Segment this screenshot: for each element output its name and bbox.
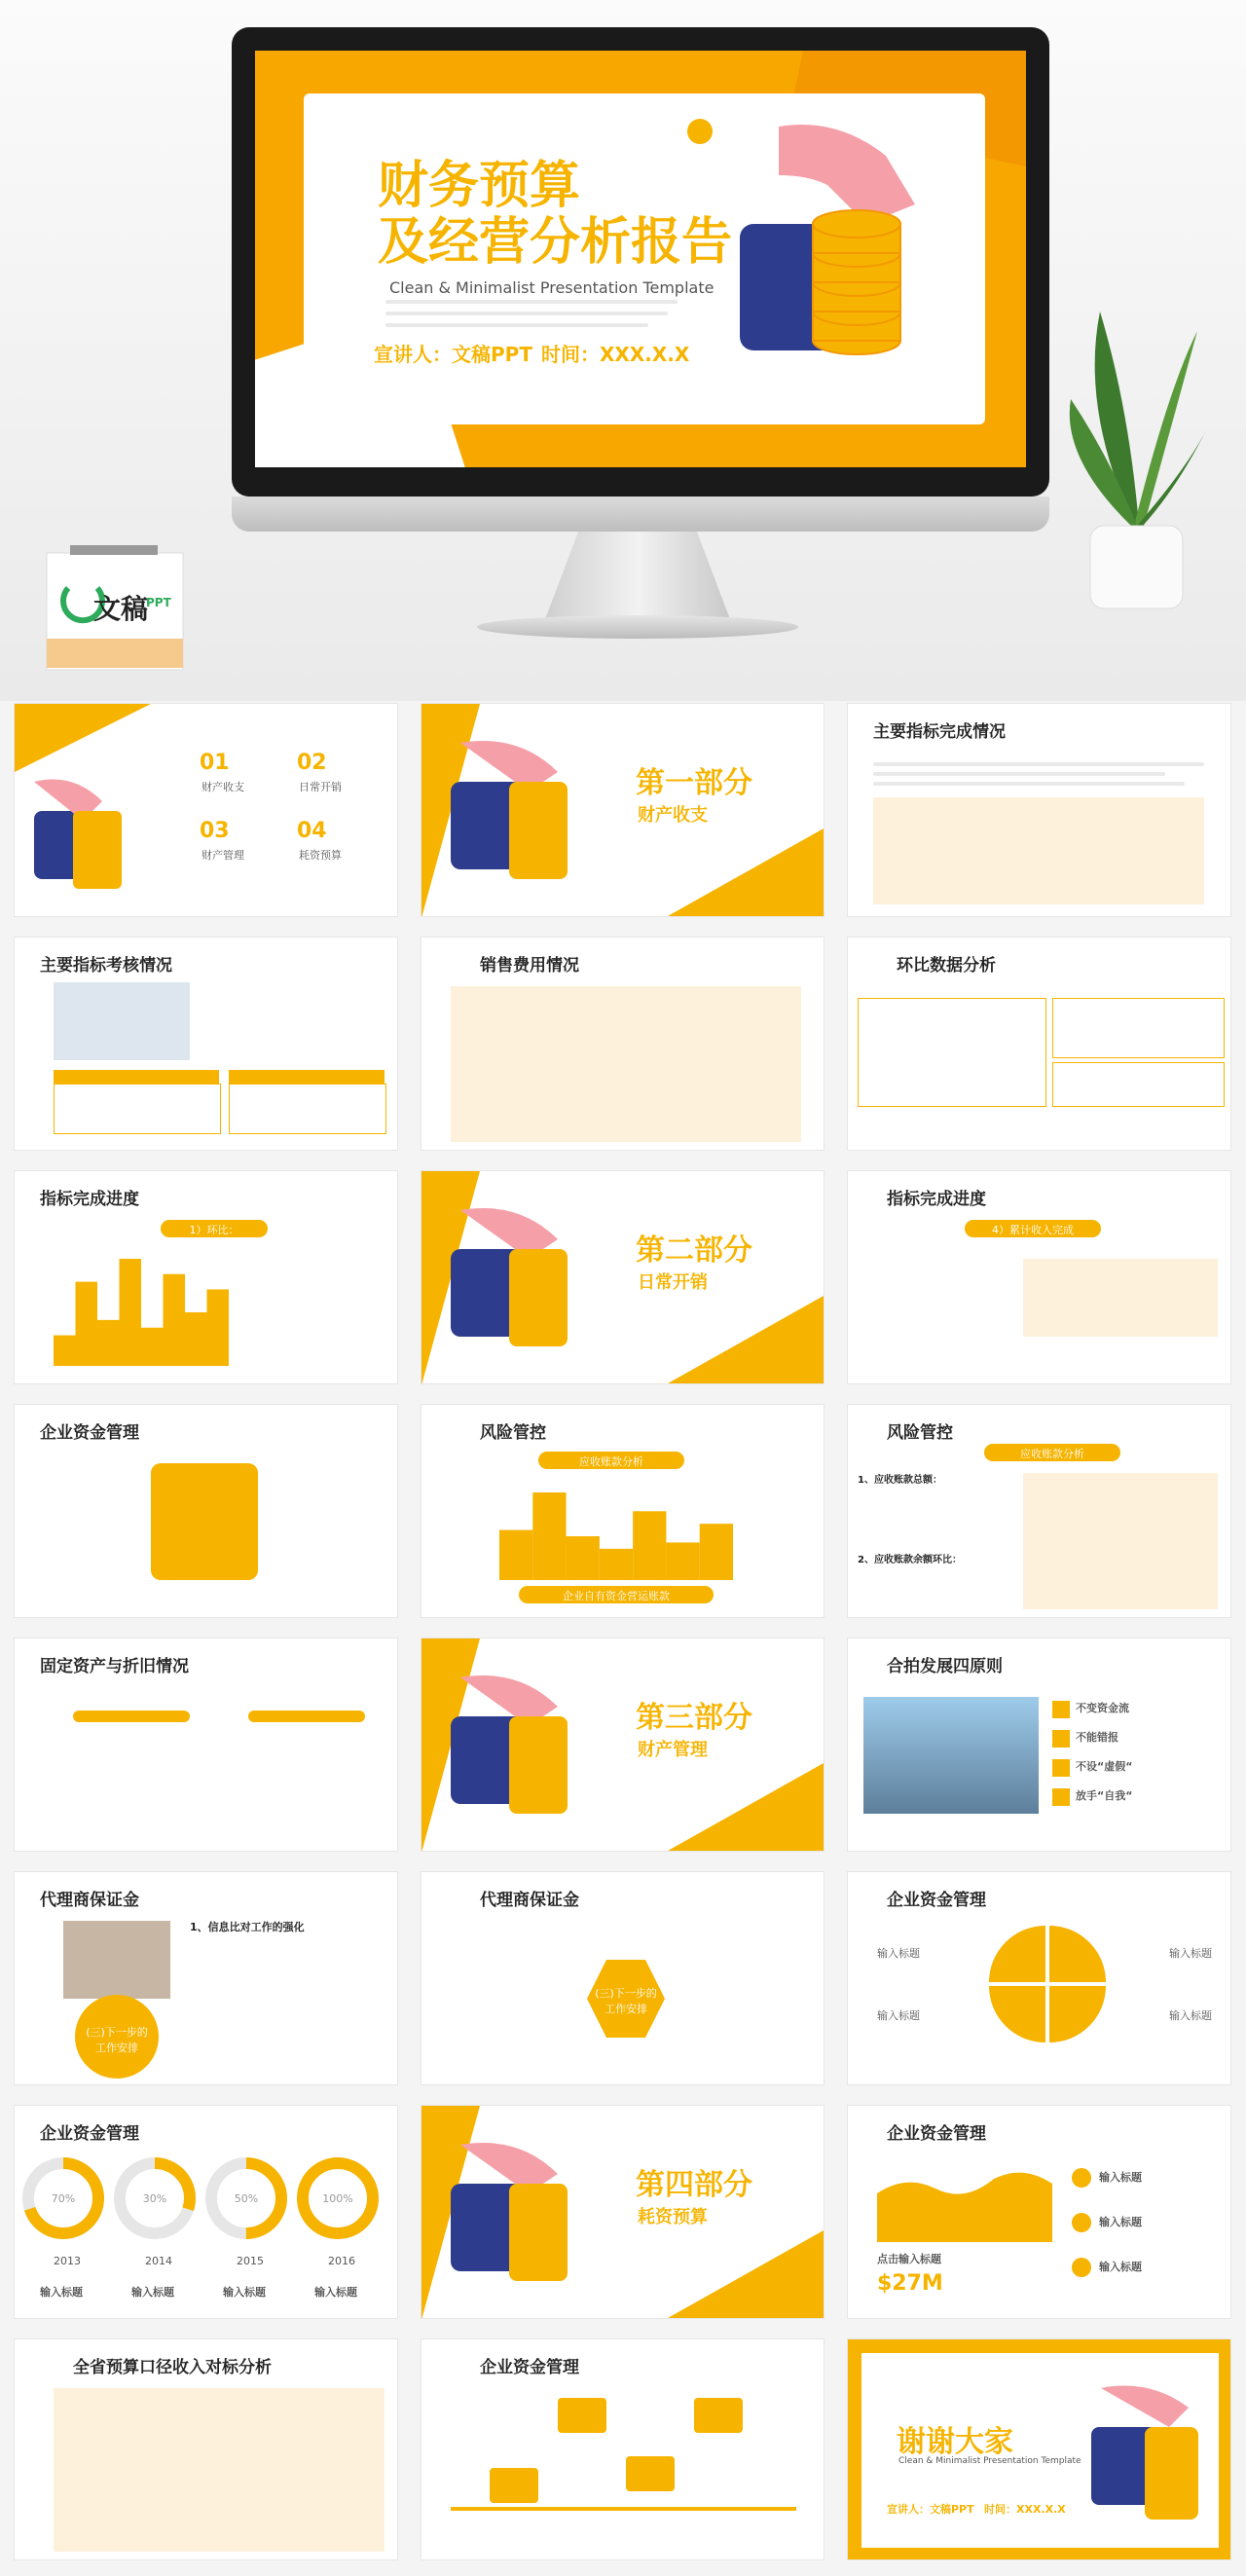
slide-13	[14, 1638, 398, 1852]
coins-wallet-icon	[15, 772, 141, 899]
area-chart	[877, 2154, 1052, 2242]
bar	[164, 1274, 186, 1366]
slide-5	[421, 937, 825, 1151]
cover-title-1: 财务预算	[378, 157, 581, 215]
logo-text: 文稿	[93, 593, 149, 625]
heading-1: 1、应收账款总额：	[858, 1475, 942, 1486]
slide-10	[14, 1404, 398, 1618]
toc-label-3[interactable]: 财产管理	[202, 849, 244, 862]
bar	[666, 1542, 699, 1580]
badge: (三)下一步的工作安排	[595, 1987, 657, 2015]
slide-16	[14, 1871, 398, 2085]
label-3: 输入标题	[877, 2009, 920, 2022]
section-subtitle: 财产收支	[638, 805, 708, 826]
slide-23	[421, 2338, 825, 2560]
slide-title: 代理商保证金	[480, 1891, 579, 1910]
donut-percent: 50%	[234, 2192, 259, 2205]
slide-18	[847, 1871, 1231, 2085]
section-title: 第三部分	[636, 1701, 752, 1735]
slide-section-4	[421, 2105, 825, 2319]
monitor-chin	[232, 497, 1049, 532]
toc-num-2: 02	[297, 751, 327, 775]
toc-label-2[interactable]: 日常开销	[299, 781, 342, 793]
bar-chart	[54, 1249, 229, 1366]
heading-1: 1、信息比对工作的强化	[190, 1921, 305, 1933]
slide-title: 固定资产与折旧情况	[40, 1657, 189, 1676]
slide-title: 主要指标考核情况	[40, 956, 172, 975]
section-title: 第二部分	[636, 1233, 752, 1268]
cover-time: 时间：XXX.X.X	[541, 343, 690, 366]
data-table	[1023, 1473, 1218, 1609]
year-1: 2013	[54, 2255, 81, 2267]
slide-12	[847, 1404, 1231, 1618]
slide-19	[14, 2105, 398, 2319]
section-title: 第一部分	[636, 766, 752, 800]
slide-title: 指标完成进度	[887, 1190, 986, 1209]
pill-top: 应收账款分析	[579, 1455, 643, 1468]
slide-title: 全省预算口径收入对标分析	[73, 2358, 272, 2377]
slide-title: 企业资金管理	[887, 1891, 986, 1910]
toc-num-4: 04	[297, 819, 327, 843]
donut-percent: 30%	[142, 2192, 167, 2205]
pill-label: 1）环比：	[189, 1224, 239, 1236]
slide-title: 风险管控	[887, 1423, 953, 1443]
bar	[532, 1492, 566, 1580]
section-subtitle: 耗资预算	[638, 2207, 708, 2227]
toc-num-3: 03	[200, 819, 230, 843]
slide-section-3	[421, 1638, 825, 1852]
coins-wallet-icon	[441, 733, 587, 889]
donut-row	[15, 2145, 398, 2252]
donut-percent: 70%	[51, 2192, 76, 2205]
slide-22	[14, 2338, 398, 2560]
bar-chart	[499, 1483, 733, 1580]
slide-21	[847, 2105, 1231, 2319]
thanks-title: 谢谢大家	[897, 2425, 1013, 2459]
coins-wallet-icon	[1091, 2378, 1208, 2524]
quad-circle-icon	[989, 1926, 1106, 2042]
slide-15	[847, 1638, 1231, 1852]
label-3: 输入标题	[223, 2286, 266, 2299]
coins-wallet-icon	[441, 1200, 587, 1356]
slide-4	[14, 937, 398, 1151]
bar	[120, 1259, 142, 1366]
slide-title: 主要指标完成情况	[873, 722, 1006, 742]
amount-value: $27M	[877, 2271, 943, 2296]
coins-wallet-icon	[720, 117, 983, 409]
coins-wallet-icon	[441, 2135, 587, 2291]
dot-decor	[687, 119, 713, 144]
slide-title: 合拍发展四原则	[887, 1657, 1003, 1676]
monitor-base	[477, 615, 798, 639]
pill-bottom: 企业自有资金营运账款	[563, 1590, 670, 1602]
year-2: 2014	[145, 2255, 172, 2267]
item-1: 输入标题	[1099, 2171, 1142, 2184]
bar	[141, 1328, 164, 1366]
slide-title: 风险管控	[480, 1423, 546, 1443]
bar	[499, 1530, 532, 1580]
thanks-presenter: 宣讲人：文稿PPT	[887, 2503, 974, 2516]
slide-title: 企业资金管理	[480, 2358, 579, 2377]
principle-3: 不设“虚假“	[1076, 1760, 1133, 1773]
laptop-photo	[63, 1921, 170, 1999]
label-1: 输入标题	[877, 1947, 920, 1960]
bar	[567, 1536, 600, 1580]
pill-label: 应收账款分析	[1020, 1448, 1084, 1460]
toc-num-1: 01	[200, 751, 230, 775]
slide-title: 环比数据分析	[897, 956, 996, 975]
section-subtitle: 财产管理	[638, 1740, 708, 1760]
slide-title: 指标完成进度	[40, 1190, 139, 1209]
slide-7	[14, 1170, 398, 1384]
year-4: 2016	[328, 2255, 355, 2267]
bar	[207, 1289, 230, 1366]
plant-icon	[1061, 292, 1207, 613]
slide-9	[847, 1170, 1231, 1384]
label-4: 输入标题	[1169, 2009, 1212, 2022]
cover-subtitle: Clean & Minimalist Presentation Template	[389, 278, 715, 297]
bar	[700, 1524, 733, 1580]
bar	[97, 1320, 120, 1366]
slide-section-1	[421, 703, 825, 917]
bar	[633, 1511, 666, 1580]
principle-2: 不能错报	[1076, 1731, 1118, 1744]
slide-title: 企业资金管理	[40, 1423, 139, 1443]
cover-presenter: 宣讲人：文稿PPT	[374, 343, 532, 366]
heading-2: 2、应收账款余额环比：	[858, 1555, 962, 1565]
bar	[54, 1336, 76, 1366]
bar	[76, 1282, 98, 1366]
slide-title: 企业资金管理	[40, 2124, 139, 2144]
slide-3	[847, 703, 1231, 917]
data-table	[54, 2388, 385, 2552]
slide-toc	[14, 703, 398, 917]
puzzle-icon	[151, 1463, 258, 1580]
bar	[185, 1312, 207, 1366]
amount-label: 点击输入标题	[877, 2253, 941, 2265]
data-table	[451, 986, 801, 1142]
slide-title: 企业资金管理	[887, 2124, 986, 2144]
people-photo	[54, 982, 190, 1060]
item-2: 输入标题	[1099, 2216, 1142, 2228]
data-table	[1023, 1259, 1218, 1337]
slide-thanks	[847, 2338, 1231, 2560]
thanks-time: 时间：XXX.X.X	[984, 2503, 1066, 2516]
label-2: 输入标题	[1169, 1947, 1212, 1960]
toc-label-4[interactable]: 耗资预算	[299, 849, 342, 862]
pill-label: 4）累计收入完成	[992, 1224, 1074, 1236]
logo-subtext: PPT	[146, 596, 171, 609]
donut-percent: 100%	[322, 2192, 353, 2205]
slide-6	[847, 937, 1231, 1151]
coins-wallet-icon	[441, 1668, 587, 1823]
year-3: 2015	[237, 2255, 264, 2267]
building-photo	[863, 1697, 1039, 1814]
principle-1: 不变资金流	[1076, 1702, 1129, 1714]
cover-title-2: 及经营分析报告	[378, 213, 733, 272]
slide-17	[421, 1871, 825, 2085]
label-4: 输入标题	[314, 2286, 357, 2299]
item-3: 输入标题	[1099, 2261, 1142, 2273]
principle-4: 放手“自我“	[1076, 1789, 1133, 1802]
bar	[600, 1549, 633, 1580]
slide-section-2	[421, 1170, 825, 1384]
label-2: 输入标题	[131, 2286, 174, 2299]
slide-11	[421, 1404, 825, 1618]
cover-filler-text	[385, 292, 678, 327]
slide-title: 销售费用情况	[480, 956, 579, 975]
slide-title: 代理商保证金	[40, 1891, 139, 1910]
badge: (三)下一步的工作安排	[86, 2026, 148, 2054]
section-subtitle: 日常开销	[638, 1272, 708, 1293]
label-1: 输入标题	[40, 2286, 83, 2299]
section-title: 第四部分	[636, 2168, 752, 2202]
thanks-subtitle: Clean & Minimalist Presentation Template	[898, 2456, 1081, 2466]
data-table	[873, 797, 1204, 904]
toc-label-1[interactable]: 财产收支	[202, 781, 244, 793]
